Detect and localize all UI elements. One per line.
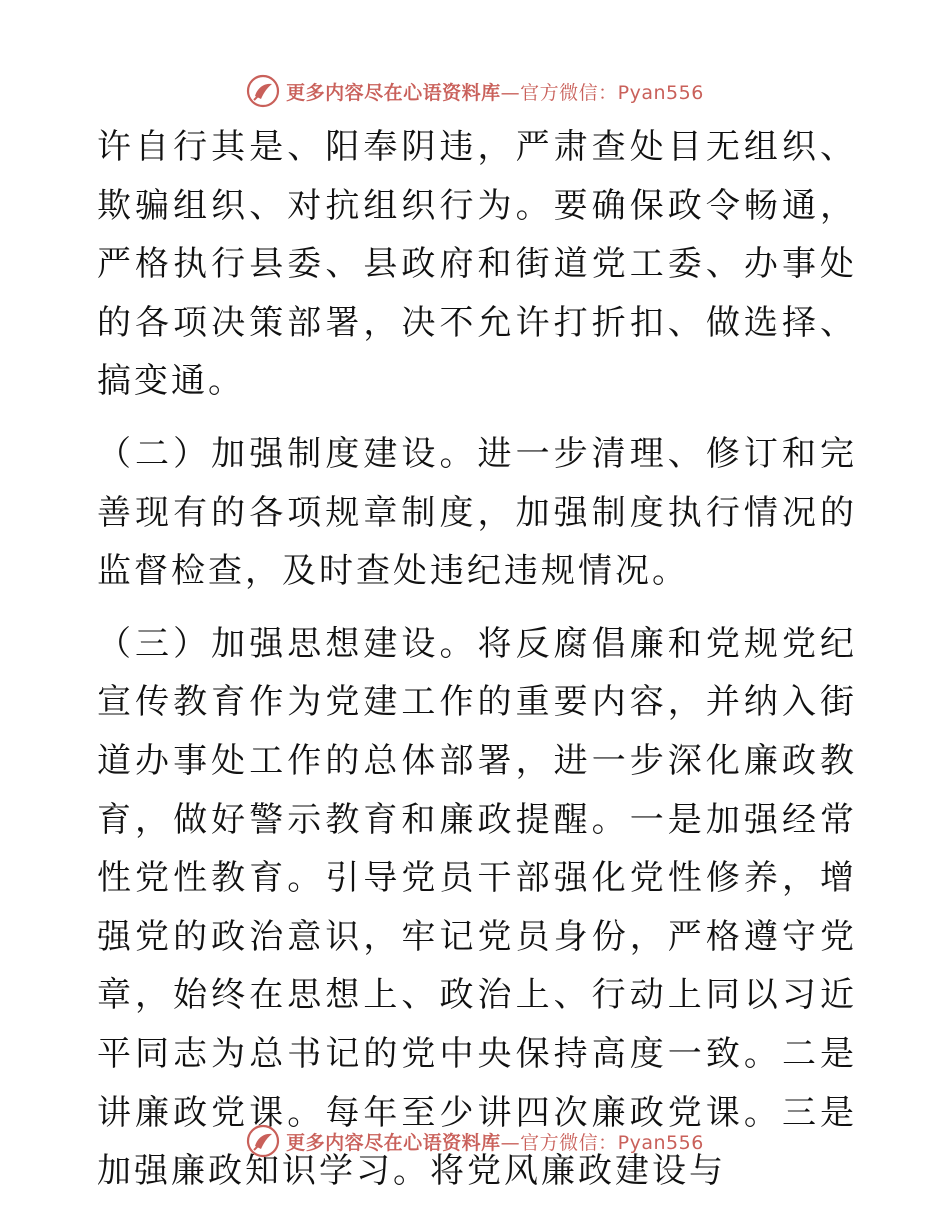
text-line: 传教育作为党建工作的重要内容，并纳入街道办事 [97,682,858,781]
text-line: 示教育和廉政提醒。一是加强经常性党性教育。引 [97,799,858,899]
text-line: （三）加强思想建设。将反腐倡廉和党规党纪宣 [97,623,857,723]
header-watermark [0,71,950,111]
watermark-text [286,1128,704,1155]
text-line: 查，及时查处违纪违规情况。 [208,551,689,592]
watermark-suffix-text: —官方微信：Pyan556 [500,1131,704,1154]
footer-watermark [0,1121,950,1161]
body-text [97,118,857,1201]
watermark-text [286,78,704,105]
text-line: 署，决不允许打折扣、做选择、搞变通。 [97,302,858,402]
watermark-suffix-text: —官方微信：Pyan556 [500,81,704,104]
text-line: 组织、对抗组织行为。要确保政令畅通，严格执行 [97,185,858,285]
text-line: 县委、县政府和街道党工委、办事处的各项决策部 [97,244,858,343]
text-line: 处工作的总体部署，进一步深化廉政教育，做好警 [97,740,858,840]
text-line: 现有的各项规章制度，加强制度执行情况的监督检 [97,492,858,592]
text-line: 导党员干部强化党性修养，增强党的政治意识，牢 [97,858,858,957]
brand-logo-icon [246,1124,280,1158]
watermark-main-text: 更多内容尽在心语资料库 [286,1131,501,1154]
text-line: 党课。三是加强廉政知识学习。将党风廉政建设与 [97,1092,858,1192]
text-line: （二）加强制度建设。进一步清理、修订和完善 [97,433,857,533]
brand-logo-icon [246,74,280,108]
paragraph-3 [97,615,857,1201]
paragraph-1 [97,118,857,411]
text-line: 记党员身份，严格遵守党章，始终在思想上、政治 [97,916,858,1016]
text-line: 许自行其是、阳奉阴违，严肃查处目无组织、欺骗 [97,127,857,226]
watermark-main-text: 更多内容尽在心语资料库 [286,81,501,104]
text-line: 高度一致。二是讲廉政党课。每年至少讲四次廉政 [97,1033,858,1133]
text-line: 上、行动上同以习近平同志为总书记的党中央保持 [97,975,857,1074]
paragraph-2 [97,425,857,601]
